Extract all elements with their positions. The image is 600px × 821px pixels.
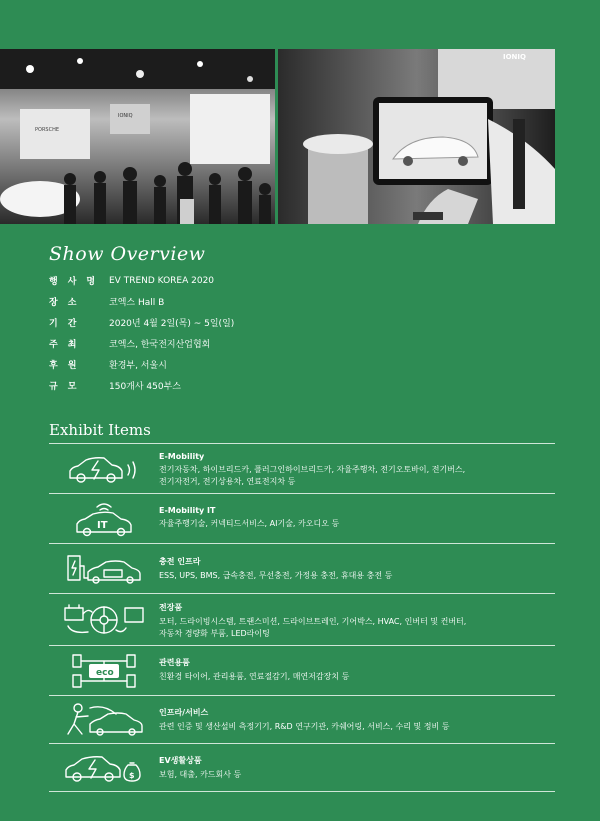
- overview-value: 150개사 450부스: [109, 382, 181, 392]
- ar-tablet-photo: [278, 49, 555, 224]
- item-desc-line: 전기자동차, 하이브리드카, 플러그인하이브리드카, 자율주행차, 전기오토바이, 전기버스,: [159, 465, 466, 474]
- header-photos: [0, 49, 555, 224]
- ioniq-sign-right: IONIQ: [503, 53, 526, 61]
- parts-battery-wheel-icon: [62, 602, 146, 638]
- exhibit-item: [49, 696, 555, 744]
- item-title: E-Mobility IT: [159, 506, 216, 515]
- overview-row: [49, 312, 234, 333]
- charging-station-icon: [64, 552, 144, 586]
- exhibit-item: [49, 594, 555, 646]
- mechanic-repair-icon: [64, 702, 144, 738]
- overview-value: EV TREND KOREA 2020: [109, 275, 215, 286]
- overview-row: [49, 291, 234, 312]
- overview-label: 기간: [49, 319, 87, 329]
- ioniq-sign-left: IONIQ: [118, 113, 133, 119]
- overview-label: 규모: [49, 382, 87, 392]
- exhibition-hall-photo: [0, 49, 275, 224]
- item-title: 전장품: [159, 603, 183, 612]
- item-title: E-Mobility: [159, 452, 205, 461]
- exhibit-item: [49, 544, 555, 594]
- item-desc-line: 모터, 드라이빙시스템, 트랜스미션, 드라이브트레인, 기어박스, HVAC, 인버터 및 컨버터,: [159, 617, 467, 626]
- overview-label: 행사명: [49, 277, 106, 287]
- overview-label: 장소: [49, 298, 87, 308]
- overview-row: [49, 354, 234, 375]
- item-desc-line: ESS, UPS, BMS, 급속충전, 무선충전, 가정용 충전, 휴대용 충전 등: [159, 571, 393, 580]
- item-title: 관련용품: [159, 658, 190, 667]
- item-title: EV생활상품: [159, 756, 202, 765]
- eco-icon-text: eco: [96, 668, 114, 678]
- overview-value: 환경부, 서울시: [109, 361, 167, 371]
- it-icon-text: IT: [97, 520, 108, 531]
- exhibit-item: [49, 744, 555, 792]
- exhibit-items-list: [49, 443, 555, 792]
- item-desc-line: 관련 인증 및 생산설비 측정기기, R&D 연구기관, 카쉐어링, 서비스, 수리 및 정비 등: [159, 722, 450, 731]
- overview-label: 주최: [49, 340, 87, 350]
- overview-label: 후원: [49, 361, 87, 371]
- it-car-wifi-icon: [69, 500, 139, 538]
- overview-row: [49, 333, 234, 354]
- ev-car-signal-icon: [64, 452, 144, 486]
- overview-value: 코엑스, 한국전지산업협회: [109, 340, 211, 350]
- item-desc-line: 전기자전거, 전기상용차, 연료전지차 등: [159, 477, 296, 486]
- overview-row: [49, 270, 234, 291]
- overview-row: [49, 375, 234, 396]
- exhibit-item: [49, 646, 555, 696]
- exhibit-item: [49, 494, 555, 544]
- item-desc-line: 보험, 대출, 카드회사 등: [159, 770, 242, 779]
- porsche-sign: PORSCHE: [35, 127, 60, 133]
- eco-chassis-icon: [69, 652, 139, 690]
- money-icon-text: $: [129, 771, 135, 780]
- overview-value: 2020년 4월 2일(목) ~ 5일(일): [109, 319, 235, 329]
- overview-list: [49, 270, 234, 396]
- overview-value: 코엑스 Hall B: [109, 298, 165, 308]
- item-title: 인프라/서비스: [159, 708, 209, 717]
- item-title: 충전 인프라: [159, 557, 201, 566]
- show-overview-title: Show Overview: [49, 243, 206, 265]
- ev-car-money-icon: [62, 751, 146, 785]
- item-desc-line: 친환경 타이어, 관리용품, 연료절감기, 매연저감장치 등: [159, 672, 350, 681]
- exhibit-items-title: Exhibit Items: [49, 421, 151, 439]
- exhibit-item: [49, 444, 555, 494]
- item-desc-line: 자동차 경량화 부품, LED라이팅: [159, 629, 270, 638]
- item-desc-line: 자율주행기술, 커넥티드서비스, AI기술, 카오디오 등: [159, 519, 340, 528]
